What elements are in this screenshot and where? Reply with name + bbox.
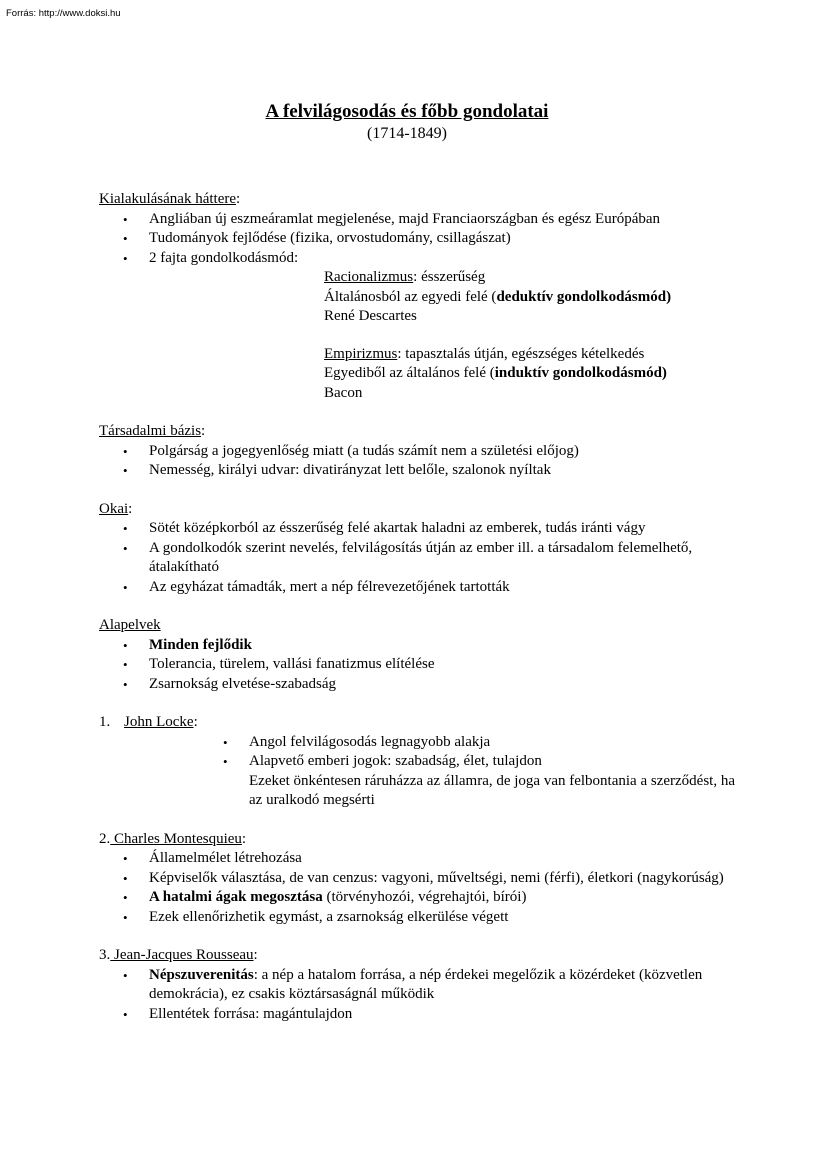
section-montesquieu bbox=[99, 830, 739, 928]
bullet-list bbox=[99, 442, 739, 481]
section-principles bbox=[99, 616, 739, 694]
bullet-list bbox=[99, 519, 739, 597]
bullet-list bbox=[99, 966, 739, 1025]
list-item: • Ezek ellenőrizhetik egymást, a zsarnokság elkerülése végett bbox=[99, 908, 739, 928]
section-causes bbox=[99, 500, 739, 598]
list-item: • 2 fajta gondolkodásmód: bbox=[99, 249, 739, 269]
page-title: A felvilágosodás és főbb gondolatai bbox=[265, 101, 549, 122]
section-locke bbox=[99, 713, 739, 811]
section-heading: 2. Charles Montesquieu: bbox=[99, 830, 247, 847]
section-heading: Kialakulásának háttere: bbox=[99, 191, 241, 207]
section-social-base bbox=[99, 422, 739, 481]
list-item: • A gondolkodók szerint nevelés, felvilágosítás útján az ember ill. a társadalom felemelhető, átalakítható bbox=[99, 539, 739, 578]
list-item: • Nemesség, királyi udvar: divatirányzat lett belőle, szalonok nyíltak bbox=[99, 461, 739, 481]
list-item: • Alapvető emberi jogok: szabadság, élet, tulajdon Ezeket önkéntesen ráruházza az államra, de joga van felbontania a szerződést, ha az uralkodó megsérti bbox=[99, 752, 739, 811]
section-heading: Társadalmi bázis: bbox=[99, 423, 206, 439]
list-item: • Népszuverenitás: a nép a hatalom forrása, a nép érdekei megelőzik a közérdeket (közvetlen demokrácia), ez csakis köztársaságnál működik bbox=[99, 966, 739, 1005]
list-item: • Zsarnokság elvetése-szabadság bbox=[99, 675, 739, 695]
bullet-list bbox=[99, 733, 739, 811]
page-subtitle: (1714-1849) bbox=[367, 125, 447, 142]
list-item: • A hatalmi ágak megosztása (törvényhozói, végrehajtói, bírói) bbox=[99, 888, 739, 908]
list-item: • Képviselők választása, de van cenzus: vagyoni, műveltségi, nemi (férfi), életkori (nagykorúság) bbox=[99, 869, 739, 889]
section-heading: Okai: bbox=[99, 500, 133, 517]
list-item: • Angol felvilágosodás legnagyobb alakja bbox=[99, 733, 739, 753]
list-item: • Ellentétek forrása: magántulajdon bbox=[99, 1005, 739, 1025]
section-rousseau bbox=[99, 946, 739, 1024]
document-body bbox=[99, 100, 739, 1024]
bullet-list bbox=[99, 636, 739, 695]
list-item: • Angliában új eszmeáramlat megjelenése, majd Franciaországban és egész Európában bbox=[99, 210, 739, 230]
source-label: Forrás: http://www.doksi.hu bbox=[6, 8, 121, 19]
section-heading: 3. Jean-Jacques Rousseau: bbox=[99, 947, 258, 963]
section-heading: Alapelvek bbox=[99, 617, 161, 633]
bullet-list bbox=[99, 849, 739, 927]
list-item: • Minden fejlődik bbox=[99, 636, 739, 656]
list-item: • Tudományok fejlődése (fizika, orvostudomány, csillagászat) bbox=[99, 229, 739, 249]
section-background bbox=[99, 190, 739, 403]
list-item: • Államelmélet létrehozása bbox=[99, 849, 739, 869]
list-item: • Sötét középkorból az ésszerűség felé akartak haladni az emberek, tudás iránti vágy bbox=[99, 519, 739, 539]
list-item: • Tolerancia, türelem, vallási fanatizmus elítélése bbox=[99, 655, 739, 675]
list-item: • Polgárság a jogegyenlőség miatt (a tudás számít nem a születési előjog) bbox=[99, 442, 739, 462]
rationalism-block: Racionalizmus: ésszerűség Általánosból az egyedi felé (deduktív gondolkodásmód) René Descartes Empirizmus: tapasztalás útján, egészséges kételkedés Egyediből az általános felé (induktív gondolkodásmód) Bacon bbox=[324, 269, 672, 401]
section-heading: 1. John Locke: bbox=[99, 714, 198, 730]
bullet-list bbox=[99, 210, 739, 269]
list-item: • Az egyházat támadták, mert a nép félrevezetőjének tartották bbox=[99, 578, 739, 598]
